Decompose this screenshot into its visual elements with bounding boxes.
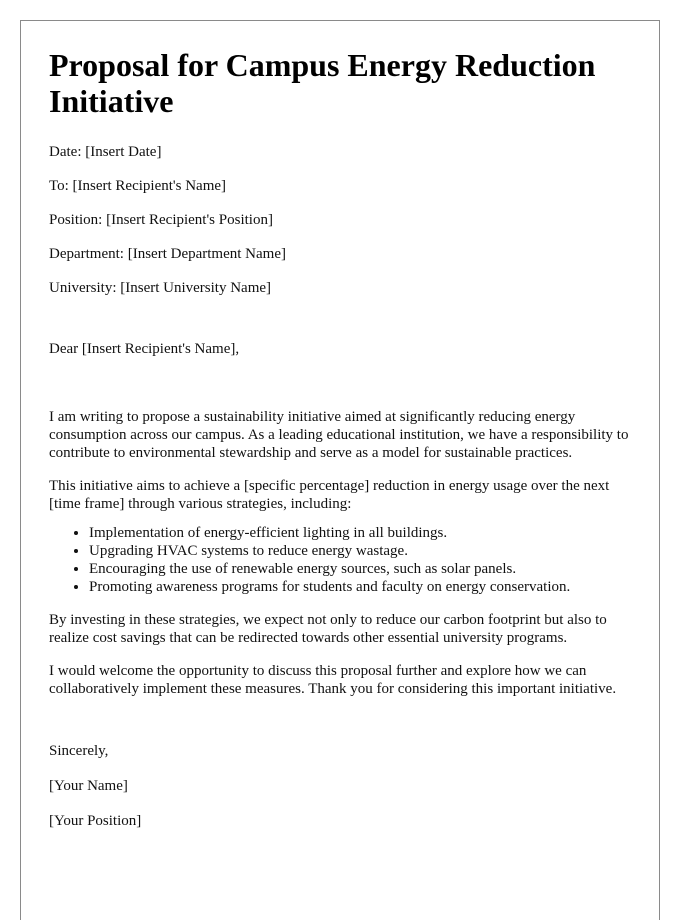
letter-meta — [49, 143, 631, 298]
list-item: • Upgrading HVAC systems to reduce energy wastage. — [89, 542, 631, 560]
department-line: Department: [Insert Department Name] — [49, 246, 286, 262]
date-line: Date: [Insert Date] — [49, 144, 162, 160]
list-item: • Encouraging the use of renewable energy sources, such as solar panels. — [89, 560, 631, 578]
sender-position: [Your Position] — [49, 813, 142, 829]
strategy-list — [49, 524, 631, 596]
recipient-line: To: [Insert Recipient's Name] — [49, 178, 227, 194]
signature-block — [49, 742, 631, 831]
letter-page — [20, 20, 660, 920]
letter-body — [49, 408, 631, 698]
closing-paragraph: I would welcome the opportunity to discuss this proposal further and explore how we can collaboratively implement these measures. Thank you for considering this important initiative. — [49, 663, 617, 697]
page-title: Proposal for Campus Energy Reduction Initiative — [49, 47, 596, 119]
intro-paragraph: I am writing to propose a sustainability initiative aimed at significantly reducing energy consumption across our campus. As a leading educational institution, we have a responsibility to contribute to environmental stewardship and serve as a model for sustainable practices. — [49, 409, 629, 461]
benefits-paragraph: By investing in these strategies, we expect not only to reduce our carbon footprint but also to realize cost savings that can be redirected towards other essential university programs. — [49, 612, 607, 646]
salutation: Dear [Insert Recipient's Name], — [49, 341, 240, 357]
list-item: • Promoting awareness programs for students and faculty on energy conservation. — [89, 578, 631, 596]
signoff: Sincerely, — [49, 743, 109, 759]
initiative-paragraph: This initiative aims to achieve a [specific percentage] reduction in energy usage over the next [time frame] through various strategies, including: — [49, 478, 610, 512]
university-line: University: [Insert University Name] — [49, 280, 272, 296]
position-line: Position: [Insert Recipient's Position] — [49, 212, 273, 228]
list-item: • Implementation of energy-efficient lighting in all buildings. — [89, 524, 631, 542]
sender-name: [Your Name] — [49, 778, 128, 794]
